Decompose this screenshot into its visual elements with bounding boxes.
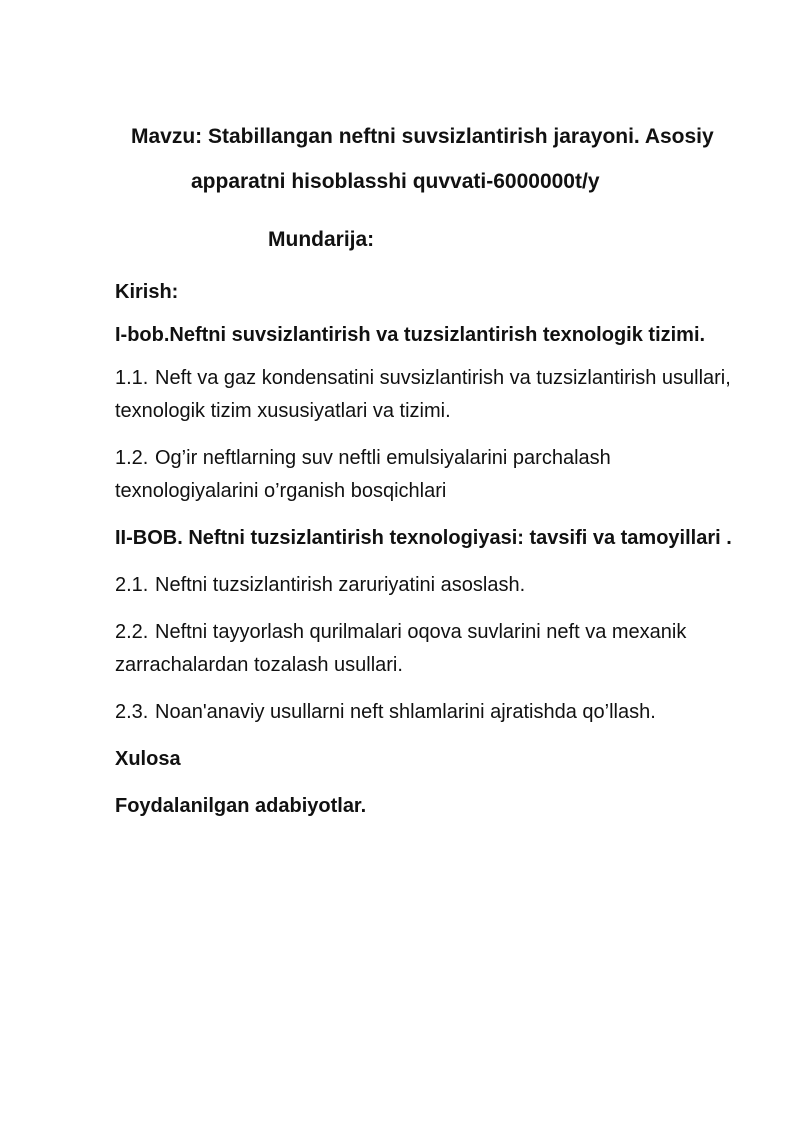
toc-entry-2-3 xyxy=(115,696,755,729)
toc-entry-introduction xyxy=(115,276,755,309)
toc-entry-text: Xulosa xyxy=(115,748,181,770)
toc-entry-chapter-2 xyxy=(115,522,755,555)
toc-entry-2-2 xyxy=(115,616,755,682)
table-of-contents xyxy=(115,276,755,837)
toc-heading: Mundarija: xyxy=(268,228,375,251)
toc-entry-references xyxy=(115,790,755,823)
toc-entry-text: Noan'anaviy usullarni neft shlamlarini ajratishda qo’llash. xyxy=(155,701,656,723)
document-title-line-1: Mavzu: Stabillangan neftni suvsizlantirish jarayoni. Asosiy xyxy=(131,125,714,148)
toc-entry-text: Neftni tayyorlash qurilmalari oqova suvlarini neft va mexanik zarrachalardan tozalash usullari. xyxy=(115,621,687,676)
toc-entry-1-2 xyxy=(115,442,755,508)
toc-entry-chapter-1 xyxy=(115,319,755,352)
toc-entry-text: Kirish: xyxy=(115,281,179,303)
toc-entry-1-1 xyxy=(115,362,755,428)
toc-entry-text: Og’ir neftlarning suv neftli emulsiyalarini parchalash texnologiyalarini o’rganish bosqichlari xyxy=(115,447,611,502)
toc-entry-number: 2.3. xyxy=(115,701,149,723)
document-title-line-2: apparatni hisoblasshi quvvati-6000000t/y xyxy=(191,170,600,193)
toc-entry-2-1 xyxy=(115,569,755,602)
toc-entry-conclusion xyxy=(115,743,755,776)
toc-entry-text: Neft va gaz kondensatini suvsizlantirish va tuzsizlantirish usullari, texnologik tizim xususiyatlari va tizimi. xyxy=(115,367,731,422)
toc-entry-text: Neftni tuzsizlantirish zaruriyatini asoslash. xyxy=(155,574,526,596)
toc-entry-text: Foydalanilgan adabiyotlar. xyxy=(115,795,367,817)
toc-entry-text: I-bob.Neftni suvsizlantirish va tuzsizlantirish texnologik tizimi. xyxy=(115,324,706,346)
toc-entry-number: 1.2. xyxy=(115,447,149,469)
toc-entry-text: II-BOB. Neftni tuzsizlantirish texnologiyasi: tavsifi va tamoyillari . xyxy=(115,527,732,549)
toc-entry-number: 1.1. xyxy=(115,367,149,389)
toc-entry-number: 2.1. xyxy=(115,574,149,596)
toc-entry-number: 2.2. xyxy=(115,621,149,643)
